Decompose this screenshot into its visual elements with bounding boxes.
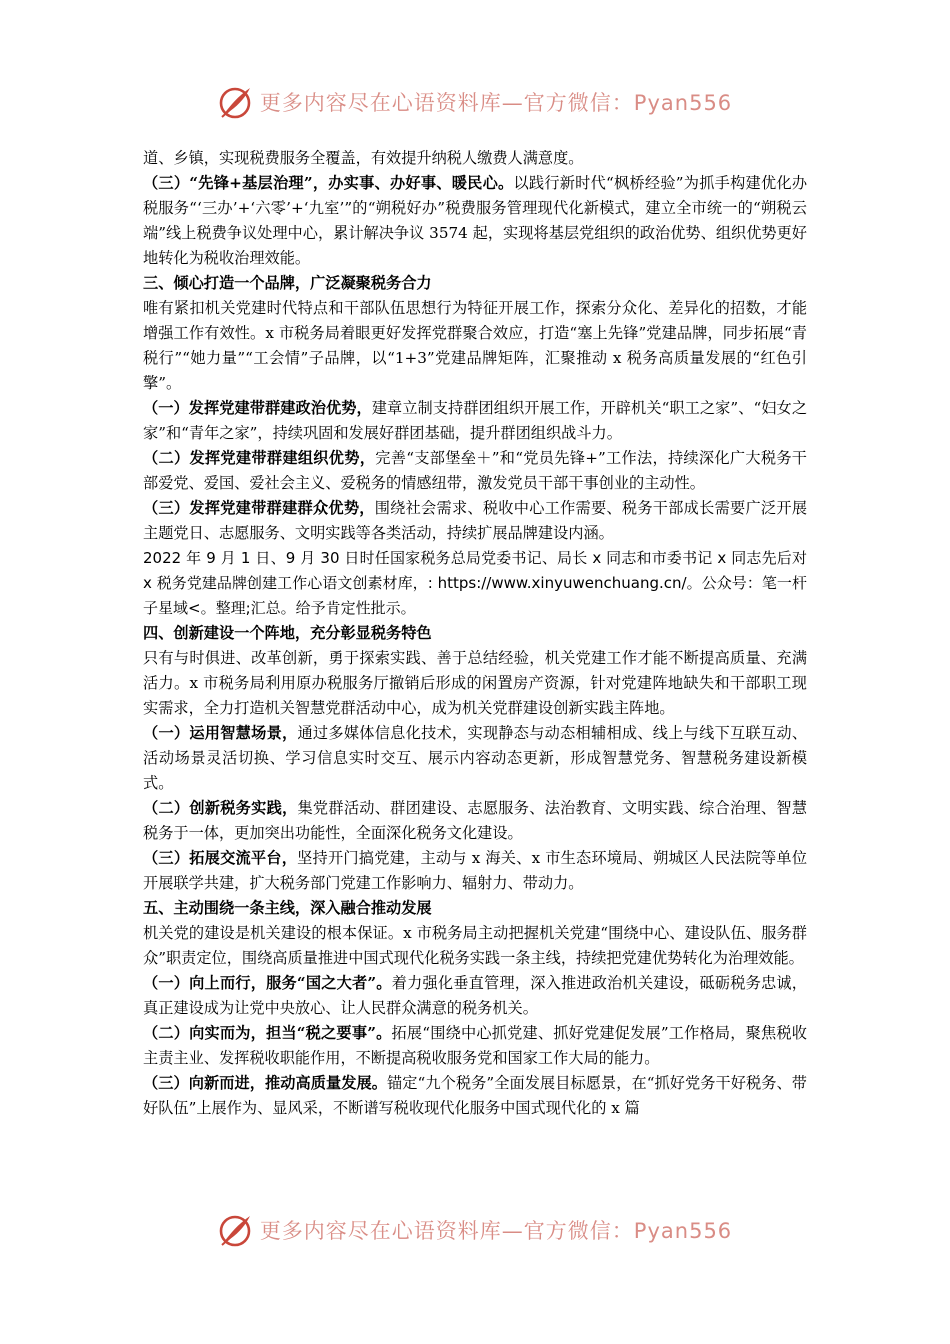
document-body	[143, 146, 807, 1121]
paragraph-body: 集党群活动、群团建设、志愿服务、法治教育、文明实践、综合治理、智慧税务于一体，更加突出功能性，全面深化税务文化建设。	[143, 799, 808, 842]
paragraph	[143, 796, 807, 846]
paragraph-lead: （一）运用智慧场景，	[143, 724, 298, 742]
paragraph: 机关党的建设是机关建设的根本保证。x 市税务局主动把握机关党建“围绕中心、建设队伍、服务群众”职责定位，围绕高质量推进中国式现代化税务实践一条主线，持续把党建优势转化为治理效能。	[143, 924, 807, 967]
paragraph-lead: （二）创新税务实践，	[143, 799, 298, 817]
paragraph-body: 锚定“九个税务”全面发展目标愿景，在“抓好党务干好税务、带好队伍”上展作为、显风采，不断谱写税收现代化服务中国式现代化的 x 篇	[143, 1074, 807, 1117]
section-heading: 五、主动围绕一条主线，深入融合推动发展	[143, 899, 432, 917]
paragraph-body: 完善“支部堡垒＋”和“党员先锋+”工作法，持续深化广大税务干部爱党、爱国、爱社会主义、爱税务的情感纽带，激发党员干部干事创业的主动性。	[143, 449, 807, 492]
footer-banner	[0, 1210, 950, 1250]
paragraph-lead: （三）向新而进，推动高质量发展。	[143, 1074, 388, 1092]
paragraph-body: 通过多媒体信息化技术，实现静态与动态相辅相成、线上与线下互联互动、活动场景灵活切换、学习信息实时交互、展示内容动态更新，形成智慧党务、智慧税务建设新模式。	[143, 724, 808, 792]
header-banner-text: 更多内容尽在心语资料库—官方微信：Pyan556	[259, 91, 733, 115]
quill-logo-icon	[218, 1212, 254, 1248]
paragraph	[143, 1071, 807, 1121]
paragraph	[143, 971, 807, 1021]
paragraph-lead: （二）向实而为，担当“税之要事”。	[143, 1024, 392, 1042]
footer-banner-text: 更多内容尽在心语资料库—官方微信：Pyan556	[259, 1219, 733, 1243]
section-heading: 四、创新建设一个阵地，充分彰显税务特色	[143, 624, 432, 642]
paragraph: 道、乡镇，实现税费服务全覆盖，有效提升纳税人缴费人满意度。	[143, 149, 584, 167]
paragraph-body: 拓展“围绕中心抓党建、抓好党建促发展”工作格局，聚焦税收主责主业、发挥税收职能作用，不断提高税收服务党和国家工作大局的能力。	[143, 1024, 807, 1067]
section-heading: 三、倾心打造一个品牌，广泛凝聚税务合力	[143, 274, 432, 292]
quill-logo-icon	[218, 84, 254, 120]
paragraph-lead: （三）“先锋+基层治理”，办实事、办好事、暖民心。	[143, 174, 514, 192]
paragraph-body: 坚持开门搞党建，主动与 x 海关、x 市生态环境局、朔城区人民法院等单位开展联学共建，扩大税务部门党建工作影响力、辐射力、带动力。	[143, 849, 808, 892]
paragraph-lead: （一）发挥党建带群建政治优势，	[143, 399, 372, 417]
header-banner	[0, 82, 950, 122]
paragraph-lead: （三）发挥党建带群建群众优势，	[143, 499, 375, 517]
paragraph-lead: （三）拓展交流平台，	[143, 849, 298, 867]
paragraph	[143, 396, 807, 446]
paragraph-lead: （二）发挥党建带群建组织优势，	[143, 449, 376, 467]
paragraph-body: 以践行新时代“枫桥经验”为抓手构建优化办税服务“‘三办’+‘六零’+‘九室’”的“朔税好办”税费服务管理现代化新模式，建立全市统一的“朔税云端”线上税费争议处理中心，累计解决争议 3574 起，实现将基层党组织的政治优势、组织优势更好地转化为税收治理效能。	[143, 174, 808, 267]
paragraph: 唯有紧扣机关党建时代特点和干部队伍思想行为特征开展工作，探索分众化、差异化的招数，才能增强工作有效性。x 市税务局着眼更好发挥党群聚合效应，打造“塞上先锋”党建品牌，同步拓展“青税行”“她力量”“工会情”子品牌，以“1+3”党建品牌矩阵，汇聚推动 x 税务高质量发展的“红色引擎”。	[143, 299, 807, 392]
paragraph-body: 着力强化垂直管理，深入推进政治机关建设，砥砺税务忠诚，真正建设成为让党中央放心、让人民群众满意的税务机关。	[143, 974, 807, 1017]
paragraph	[143, 846, 807, 896]
paragraph	[143, 446, 807, 496]
paragraph-body: 围绕社会需求、税收中心工作需要、税务干部成长需要广泛开展主题党日、志愿服务、文明实践等各类活动，持续扩展品牌建设内涵。	[143, 499, 808, 542]
paragraph	[143, 721, 807, 796]
paragraph-lead: （一）向上而行，服务“国之大者”。	[143, 974, 392, 992]
paragraph-body: 建章立制支持群团组织开展工作，开辟机关“职工之家”、“妇女之家”和“青年之家”，持续巩固和发展好群团基础，提升群团组织战斗力。	[143, 399, 808, 442]
paragraph	[143, 171, 807, 271]
paragraph	[143, 496, 807, 546]
paragraph: 2022 年 9 月 1 日、9 月 30 日时任国家税务总局党委书记、局长 x 同志和市委书记 x 同志先后对 x 税务党建品牌创建工作心语文创素材库，: https://www.xinyuwenchuang.cn/。公众号：笔一杆子星域<。整理;汇总。给予肯定性批示。	[143, 549, 807, 617]
paragraph	[143, 1021, 807, 1071]
paragraph: 只有与时俱进、改革创新，勇于探索实践、善于总结经验，机关党建工作才能不断提高质量、充满活力。x 市税务局利用原办税服务厅撤销后形成的闲置房产资源，针对党建阵地缺失和干部职工现实需求，全力打造机关智慧党群活动中心，成为机关党群建设创新实践主阵地。	[143, 649, 807, 717]
